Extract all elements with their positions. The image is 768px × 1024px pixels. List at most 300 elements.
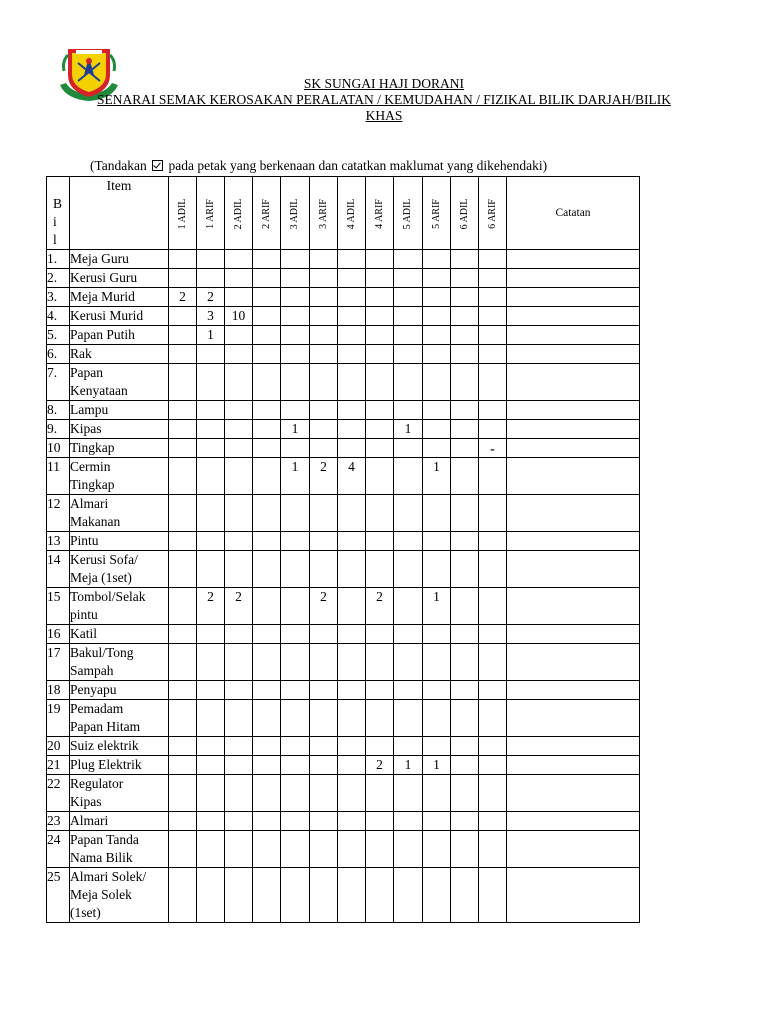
cell-value[interactable] <box>423 307 451 326</box>
cell-value[interactable] <box>451 288 479 307</box>
cell-value[interactable] <box>281 439 310 458</box>
cell-value[interactable] <box>479 625 507 644</box>
cell-value[interactable] <box>225 532 253 551</box>
cell-value[interactable] <box>338 588 366 625</box>
cell-catatan[interactable] <box>507 868 640 923</box>
cell-value[interactable] <box>310 831 338 868</box>
cell-value[interactable] <box>197 812 225 831</box>
cell-value[interactable] <box>225 551 253 588</box>
cell-value[interactable]: 2 <box>310 458 338 495</box>
cell-value[interactable] <box>310 364 338 401</box>
cell-value[interactable] <box>338 644 366 681</box>
cell-value[interactable] <box>169 307 197 326</box>
cell-value[interactable]: 4 <box>338 458 366 495</box>
cell-value[interactable] <box>479 288 507 307</box>
cell-catatan[interactable] <box>507 775 640 812</box>
cell-value[interactable] <box>366 868 394 923</box>
cell-value[interactable] <box>253 831 281 868</box>
cell-value[interactable] <box>423 625 451 644</box>
cell-value[interactable] <box>169 625 197 644</box>
cell-value[interactable] <box>197 756 225 775</box>
cell-value[interactable] <box>338 681 366 700</box>
cell-value[interactable] <box>197 458 225 495</box>
cell-value[interactable] <box>225 439 253 458</box>
cell-value[interactable] <box>197 439 225 458</box>
cell-value[interactable] <box>310 625 338 644</box>
cell-value[interactable] <box>197 532 225 551</box>
cell-value[interactable] <box>253 756 281 775</box>
cell-value[interactable] <box>338 831 366 868</box>
cell-value[interactable] <box>479 401 507 420</box>
cell-value[interactable] <box>310 495 338 532</box>
cell-value[interactable] <box>281 269 310 288</box>
cell-value[interactable] <box>310 737 338 756</box>
cell-value[interactable] <box>197 551 225 588</box>
cell-value[interactable] <box>394 831 423 868</box>
cell-value[interactable] <box>366 775 394 812</box>
cell-value[interactable]: 1 <box>394 756 423 775</box>
cell-value[interactable] <box>423 269 451 288</box>
cell-value[interactable] <box>169 495 197 532</box>
cell-value[interactable] <box>394 588 423 625</box>
cell-value[interactable] <box>479 812 507 831</box>
cell-value[interactable] <box>423 420 451 439</box>
cell-value[interactable] <box>423 364 451 401</box>
cell-value[interactable] <box>451 644 479 681</box>
cell-value[interactable] <box>479 868 507 923</box>
cell-value[interactable] <box>169 326 197 345</box>
cell-value[interactable] <box>451 588 479 625</box>
cell-value[interactable] <box>394 737 423 756</box>
cell-value[interactable] <box>338 439 366 458</box>
cell-value[interactable] <box>197 401 225 420</box>
cell-value[interactable] <box>169 775 197 812</box>
cell-value[interactable] <box>281 588 310 625</box>
cell-value[interactable] <box>479 775 507 812</box>
cell-value[interactable] <box>423 775 451 812</box>
cell-value[interactable] <box>394 364 423 401</box>
cell-value[interactable] <box>423 812 451 831</box>
cell-catatan[interactable] <box>507 458 640 495</box>
cell-value[interactable] <box>423 345 451 364</box>
cell-value[interactable] <box>451 551 479 588</box>
cell-value[interactable] <box>225 250 253 269</box>
cell-value[interactable] <box>338 700 366 737</box>
cell-value[interactable] <box>479 588 507 625</box>
cell-value[interactable]: 2 <box>169 288 197 307</box>
cell-value[interactable] <box>253 439 281 458</box>
cell-value[interactable] <box>169 681 197 700</box>
cell-value[interactable] <box>423 700 451 737</box>
cell-value[interactable] <box>310 307 338 326</box>
cell-value[interactable] <box>366 644 394 681</box>
cell-value[interactable] <box>281 737 310 756</box>
cell-value[interactable] <box>394 495 423 532</box>
cell-value[interactable] <box>310 532 338 551</box>
cell-value[interactable] <box>338 345 366 364</box>
cell-value[interactable] <box>479 458 507 495</box>
cell-value[interactable] <box>281 326 310 345</box>
cell-value[interactable] <box>366 458 394 495</box>
cell-value[interactable] <box>253 700 281 737</box>
cell-catatan[interactable] <box>507 625 640 644</box>
cell-value[interactable] <box>479 345 507 364</box>
cell-value[interactable] <box>225 458 253 495</box>
cell-value[interactable] <box>169 812 197 831</box>
cell-value[interactable] <box>310 269 338 288</box>
cell-value[interactable] <box>169 250 197 269</box>
cell-value[interactable] <box>423 401 451 420</box>
cell-value[interactable] <box>225 812 253 831</box>
cell-value[interactable] <box>423 439 451 458</box>
cell-value[interactable] <box>423 737 451 756</box>
cell-value[interactable]: 2 <box>366 756 394 775</box>
cell-value[interactable] <box>394 250 423 269</box>
cell-value[interactable] <box>366 700 394 737</box>
cell-catatan[interactable] <box>507 737 640 756</box>
cell-value[interactable] <box>366 288 394 307</box>
cell-value[interactable] <box>197 681 225 700</box>
cell-value[interactable] <box>169 439 197 458</box>
cell-value[interactable] <box>169 700 197 737</box>
cell-value[interactable] <box>394 269 423 288</box>
cell-value[interactable] <box>225 288 253 307</box>
cell-value[interactable] <box>451 756 479 775</box>
cell-value[interactable] <box>338 756 366 775</box>
cell-value[interactable] <box>394 812 423 831</box>
cell-value[interactable] <box>225 495 253 532</box>
cell-value[interactable] <box>479 364 507 401</box>
cell-value[interactable]: 1 <box>423 588 451 625</box>
cell-value[interactable] <box>310 551 338 588</box>
cell-value[interactable] <box>281 700 310 737</box>
cell-value[interactable] <box>394 326 423 345</box>
cell-value[interactable] <box>281 625 310 644</box>
cell-value[interactable] <box>225 326 253 345</box>
cell-value[interactable] <box>394 644 423 681</box>
cell-value[interactable] <box>310 681 338 700</box>
cell-value[interactable] <box>451 307 479 326</box>
cell-catatan[interactable] <box>507 532 640 551</box>
cell-value[interactable] <box>169 532 197 551</box>
cell-value[interactable] <box>338 420 366 439</box>
cell-value[interactable] <box>169 831 197 868</box>
cell-value[interactable] <box>366 420 394 439</box>
cell-value[interactable] <box>366 345 394 364</box>
cell-catatan[interactable] <box>507 364 640 401</box>
cell-value[interactable] <box>479 551 507 588</box>
cell-value[interactable] <box>169 269 197 288</box>
cell-catatan[interactable] <box>507 756 640 775</box>
cell-value[interactable] <box>366 812 394 831</box>
cell-value[interactable] <box>394 307 423 326</box>
cell-value[interactable] <box>451 681 479 700</box>
cell-value[interactable] <box>479 326 507 345</box>
cell-value[interactable] <box>451 326 479 345</box>
cell-value[interactable] <box>310 326 338 345</box>
cell-value[interactable]: 1 <box>281 420 310 439</box>
cell-value[interactable] <box>479 420 507 439</box>
cell-catatan[interactable] <box>507 250 640 269</box>
cell-value[interactable] <box>225 831 253 868</box>
cell-value[interactable] <box>253 681 281 700</box>
cell-value[interactable] <box>451 625 479 644</box>
cell-value[interactable] <box>169 756 197 775</box>
cell-value[interactable] <box>225 401 253 420</box>
cell-value[interactable] <box>253 250 281 269</box>
cell-value[interactable] <box>310 345 338 364</box>
cell-value[interactable]: 2 <box>197 588 225 625</box>
cell-value[interactable] <box>281 756 310 775</box>
cell-value[interactable] <box>338 307 366 326</box>
cell-value[interactable] <box>479 681 507 700</box>
cell-value[interactable] <box>479 644 507 681</box>
cell-value[interactable] <box>197 775 225 812</box>
cell-value[interactable] <box>479 737 507 756</box>
cell-value[interactable]: 1 <box>423 458 451 495</box>
cell-catatan[interactable] <box>507 269 640 288</box>
cell-value[interactable] <box>451 532 479 551</box>
cell-value[interactable] <box>253 775 281 812</box>
cell-value[interactable] <box>225 364 253 401</box>
cell-value[interactable] <box>281 288 310 307</box>
cell-value[interactable] <box>310 288 338 307</box>
cell-catatan[interactable] <box>507 551 640 588</box>
cell-value[interactable] <box>394 288 423 307</box>
cell-value[interactable] <box>423 644 451 681</box>
cell-value[interactable] <box>253 644 281 681</box>
cell-value[interactable] <box>451 812 479 831</box>
cell-value[interactable] <box>451 458 479 495</box>
cell-value[interactable] <box>451 250 479 269</box>
cell-value[interactable] <box>253 288 281 307</box>
cell-value[interactable] <box>253 458 281 495</box>
cell-value[interactable] <box>366 250 394 269</box>
cell-value[interactable] <box>225 420 253 439</box>
cell-value[interactable] <box>281 250 310 269</box>
cell-value[interactable] <box>451 775 479 812</box>
cell-value[interactable] <box>310 401 338 420</box>
cell-value[interactable] <box>197 269 225 288</box>
cell-value[interactable] <box>338 868 366 923</box>
cell-value[interactable] <box>225 775 253 812</box>
cell-value[interactable] <box>451 269 479 288</box>
cell-value[interactable] <box>253 812 281 831</box>
cell-value[interactable] <box>310 812 338 831</box>
cell-value[interactable] <box>366 681 394 700</box>
cell-value[interactable] <box>423 681 451 700</box>
cell-catatan[interactable] <box>507 345 640 364</box>
cell-catatan[interactable] <box>507 495 640 532</box>
cell-catatan[interactable] <box>507 831 640 868</box>
cell-value[interactable] <box>281 644 310 681</box>
cell-value[interactable] <box>281 868 310 923</box>
cell-value[interactable] <box>169 868 197 923</box>
cell-value[interactable] <box>197 868 225 923</box>
cell-value[interactable] <box>423 288 451 307</box>
cell-value[interactable] <box>225 700 253 737</box>
cell-value[interactable] <box>253 532 281 551</box>
cell-value[interactable] <box>281 681 310 700</box>
cell-value[interactable] <box>169 644 197 681</box>
cell-value[interactable] <box>197 644 225 681</box>
cell-value[interactable] <box>423 868 451 923</box>
cell-value[interactable] <box>451 345 479 364</box>
cell-catatan[interactable] <box>507 700 640 737</box>
cell-value[interactable] <box>169 551 197 588</box>
cell-value[interactable] <box>338 288 366 307</box>
cell-value[interactable] <box>253 420 281 439</box>
cell-value[interactable] <box>366 831 394 868</box>
cell-value[interactable]: 1 <box>423 756 451 775</box>
cell-value[interactable] <box>253 364 281 401</box>
cell-value[interactable] <box>479 269 507 288</box>
cell-value[interactable] <box>366 326 394 345</box>
cell-value[interactable] <box>366 439 394 458</box>
cell-value[interactable] <box>366 551 394 588</box>
cell-value[interactable] <box>197 364 225 401</box>
cell-value[interactable] <box>197 700 225 737</box>
cell-value[interactable] <box>423 532 451 551</box>
cell-catatan[interactable] <box>507 401 640 420</box>
cell-value[interactable] <box>394 625 423 644</box>
cell-value[interactable] <box>310 644 338 681</box>
cell-value[interactable]: 1 <box>281 458 310 495</box>
cell-value[interactable]: 1 <box>394 420 423 439</box>
cell-value[interactable] <box>394 868 423 923</box>
cell-value[interactable] <box>338 737 366 756</box>
cell-value[interactable] <box>281 307 310 326</box>
cell-value[interactable] <box>479 831 507 868</box>
cell-value[interactable] <box>366 401 394 420</box>
cell-value[interactable] <box>169 737 197 756</box>
cell-value[interactable] <box>423 495 451 532</box>
cell-value[interactable] <box>394 681 423 700</box>
cell-value[interactable] <box>310 439 338 458</box>
cell-value[interactable] <box>281 775 310 812</box>
cell-value[interactable] <box>479 250 507 269</box>
cell-value[interactable] <box>423 250 451 269</box>
cell-value[interactable] <box>366 625 394 644</box>
cell-value[interactable] <box>394 532 423 551</box>
cell-value[interactable] <box>366 307 394 326</box>
cell-value[interactable] <box>253 307 281 326</box>
cell-value[interactable] <box>281 532 310 551</box>
cell-value[interactable] <box>479 495 507 532</box>
cell-value[interactable] <box>310 420 338 439</box>
cell-value[interactable] <box>225 269 253 288</box>
cell-value[interactable] <box>394 458 423 495</box>
cell-value[interactable] <box>310 250 338 269</box>
cell-value[interactable] <box>338 401 366 420</box>
cell-value[interactable] <box>479 532 507 551</box>
cell-value[interactable] <box>225 681 253 700</box>
cell-value[interactable] <box>366 532 394 551</box>
cell-value[interactable] <box>310 868 338 923</box>
cell-value[interactable] <box>197 831 225 868</box>
cell-value[interactable] <box>197 737 225 756</box>
cell-value[interactable]: 2 <box>310 588 338 625</box>
cell-value[interactable] <box>338 551 366 588</box>
cell-value[interactable] <box>225 644 253 681</box>
cell-value[interactable] <box>338 775 366 812</box>
cell-value[interactable]: 2 <box>197 288 225 307</box>
cell-value[interactable] <box>338 269 366 288</box>
cell-value[interactable] <box>197 250 225 269</box>
cell-value[interactable] <box>451 868 479 923</box>
cell-catatan[interactable] <box>507 812 640 831</box>
cell-value[interactable] <box>281 345 310 364</box>
cell-value[interactable] <box>394 401 423 420</box>
cell-value[interactable] <box>169 364 197 401</box>
cell-value[interactable] <box>394 551 423 588</box>
cell-value[interactable] <box>169 420 197 439</box>
cell-value[interactable] <box>310 756 338 775</box>
cell-value[interactable] <box>394 439 423 458</box>
cell-value[interactable] <box>394 775 423 812</box>
cell-value[interactable] <box>281 401 310 420</box>
cell-value[interactable] <box>479 307 507 326</box>
cell-value[interactable] <box>253 551 281 588</box>
cell-value[interactable] <box>338 812 366 831</box>
cell-value[interactable] <box>225 756 253 775</box>
cell-value[interactable] <box>253 588 281 625</box>
cell-value[interactable] <box>451 831 479 868</box>
cell-value[interactable] <box>366 269 394 288</box>
cell-value[interactable] <box>281 551 310 588</box>
cell-value[interactable] <box>253 269 281 288</box>
cell-value[interactable] <box>253 326 281 345</box>
cell-catatan[interactable] <box>507 588 640 625</box>
cell-value[interactable] <box>451 737 479 756</box>
cell-value[interactable] <box>225 345 253 364</box>
cell-value[interactable] <box>169 345 197 364</box>
cell-value[interactable] <box>338 250 366 269</box>
cell-value[interactable] <box>423 326 451 345</box>
cell-value[interactable] <box>338 364 366 401</box>
cell-value[interactable] <box>451 439 479 458</box>
cell-value[interactable] <box>366 737 394 756</box>
cell-value[interactable] <box>281 364 310 401</box>
cell-value[interactable] <box>479 439 507 458</box>
cell-value[interactable] <box>366 364 394 401</box>
cell-value[interactable] <box>310 775 338 812</box>
cell-value[interactable] <box>225 868 253 923</box>
cell-value[interactable] <box>394 345 423 364</box>
cell-value[interactable] <box>338 326 366 345</box>
cell-value[interactable] <box>253 495 281 532</box>
cell-value[interactable] <box>338 495 366 532</box>
cell-value[interactable] <box>253 737 281 756</box>
cell-value[interactable] <box>169 458 197 495</box>
cell-catatan[interactable] <box>507 644 640 681</box>
cell-catatan[interactable] <box>507 681 640 700</box>
cell-value[interactable] <box>253 625 281 644</box>
cell-value[interactable] <box>281 812 310 831</box>
cell-value[interactable] <box>197 495 225 532</box>
cell-value[interactable] <box>197 625 225 644</box>
cell-value[interactable] <box>253 868 281 923</box>
cell-catatan[interactable] <box>507 420 640 439</box>
cell-value[interactable] <box>479 700 507 737</box>
cell-value[interactable] <box>338 532 366 551</box>
cell-value[interactable]: 1 <box>197 326 225 345</box>
cell-value[interactable] <box>281 831 310 868</box>
cell-value[interactable] <box>423 551 451 588</box>
cell-value[interactable] <box>394 700 423 737</box>
cell-value[interactable] <box>225 737 253 756</box>
cell-value[interactable] <box>479 756 507 775</box>
